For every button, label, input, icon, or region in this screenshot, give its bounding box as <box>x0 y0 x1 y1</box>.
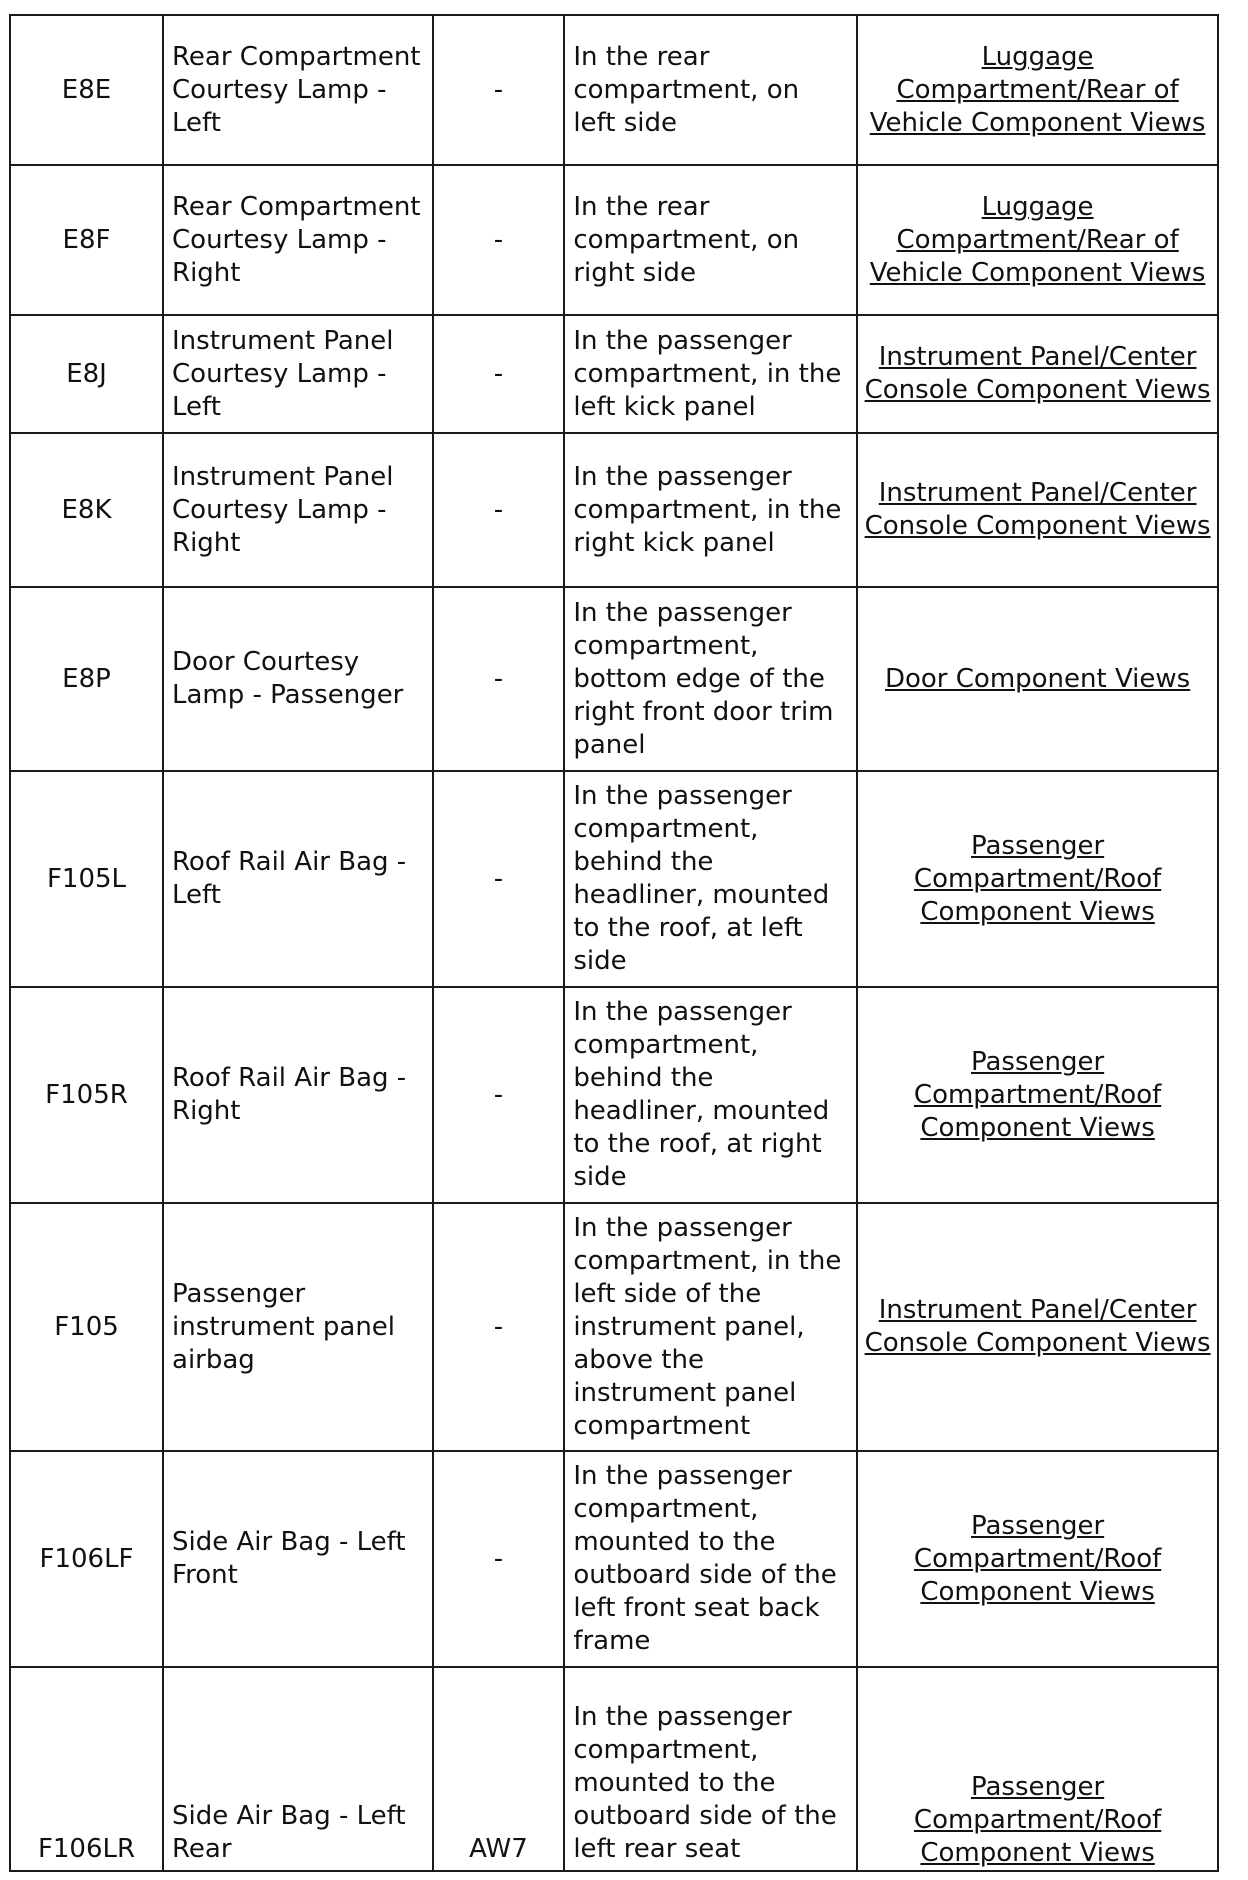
component-id: F105R <box>10 987 163 1203</box>
component-name: Side Air Bag - Left Front <box>163 1451 433 1667</box>
component-view-link[interactable]: Luggage Compartment/Rear of Vehicle Component Views <box>869 191 1206 288</box>
pin-value: AW7 <box>433 1667 565 1871</box>
component-view-link[interactable]: Luggage Compartment/Rear of Vehicle Component Views <box>869 41 1206 138</box>
component-id: E8J <box>10 315 163 433</box>
component-id: E8P <box>10 587 163 771</box>
pin-value: - <box>433 165 565 315</box>
view-link-cell <box>857 165 1218 315</box>
component-name: Roof Rail Air Bag - Left <box>163 771 433 987</box>
component-id: E8K <box>10 433 163 587</box>
pin-value: - <box>433 15 565 165</box>
table-row <box>10 165 1218 315</box>
component-name: Rear Compartment Courtesy Lamp - Right <box>163 165 433 315</box>
component-name: Door Courtesy Lamp - Passenger <box>163 587 433 771</box>
view-link-cell <box>857 315 1218 433</box>
component-name: Rear Compartment Courtesy Lamp - Left <box>163 15 433 165</box>
table-row <box>10 1451 1218 1667</box>
table-row <box>10 987 1218 1203</box>
component-id: F106LR <box>10 1667 163 1871</box>
component-name: Passenger instrument panel airbag <box>163 1203 433 1451</box>
pin-value: - <box>433 315 565 433</box>
pin-value: - <box>433 587 565 771</box>
view-link-cell <box>857 771 1218 987</box>
table-row <box>10 433 1218 587</box>
view-link-cell <box>857 15 1218 165</box>
pin-value: - <box>433 1203 565 1451</box>
component-id: E8E <box>10 15 163 165</box>
component-name: Instrument Panel Courtesy Lamp - Left <box>163 315 433 433</box>
component-view-link[interactable]: Instrument Panel/Center Console Component Views <box>864 342 1211 405</box>
component-view-link[interactable]: Passenger Compartment/Roof Component Views <box>913 1772 1162 1868</box>
location-text: In the passenger compartment, in the right kick panel <box>564 433 857 587</box>
location-text: In the passenger compartment, mounted to the outboard side of the left front seat back frame <box>564 1451 857 1667</box>
location-text: In the passenger compartment, in the left side of the instrument panel, above the instrument panel compartment <box>564 1203 857 1451</box>
view-link-cell <box>857 433 1218 587</box>
component-locator-table <box>9 14 1219 1872</box>
table-row <box>10 587 1218 771</box>
component-view-link[interactable]: Passenger Compartment/Roof Component Views <box>913 830 1162 927</box>
location-text: In the passenger compartment, bottom edge of the right front door trim panel <box>564 587 857 771</box>
component-id: F105 <box>10 1203 163 1451</box>
component-id: E8F <box>10 165 163 315</box>
table-row <box>10 1203 1218 1451</box>
component-name: Instrument Panel Courtesy Lamp - Right <box>163 433 433 587</box>
pin-value: - <box>433 987 565 1203</box>
view-link-cell <box>857 1203 1218 1451</box>
location-text: In the passenger compartment, behind the headliner, mounted to the roof, at right side <box>564 987 857 1203</box>
component-name: Roof Rail Air Bag - Right <box>163 987 433 1203</box>
view-link-cell <box>857 587 1218 771</box>
table-row <box>10 15 1218 165</box>
location-text: In the rear compartment, on left side <box>564 15 857 165</box>
table-row <box>10 1667 1218 1871</box>
view-link-cell <box>857 1667 1218 1871</box>
component-view-link[interactable]: Instrument Panel/Center Console Component Views <box>864 1295 1211 1358</box>
component-view-link[interactable]: Passenger Compartment/Roof Component Views <box>913 1046 1162 1143</box>
component-view-link[interactable]: Door Component Views <box>884 663 1191 694</box>
location-text: In the passenger compartment, behind the headliner, mounted to the roof, at left side <box>564 771 857 987</box>
location-text: In the passenger compartment, mounted to the outboard side of the left rear seat <box>564 1667 857 1871</box>
view-link-cell <box>857 1451 1218 1667</box>
component-view-link[interactable]: Passenger Compartment/Roof Component Views <box>913 1510 1162 1607</box>
pin-value: - <box>433 1451 565 1667</box>
component-view-link[interactable]: Instrument Panel/Center Console Component Views <box>864 478 1211 541</box>
pin-value: - <box>433 771 565 987</box>
component-id: F105L <box>10 771 163 987</box>
component-name: Side Air Bag - Left Rear <box>163 1667 433 1871</box>
pin-value: - <box>433 433 565 587</box>
view-link-cell <box>857 987 1218 1203</box>
table-row <box>10 771 1218 987</box>
table-row <box>10 315 1218 433</box>
component-id: F106LF <box>10 1451 163 1667</box>
location-text: In the passenger compartment, in the left kick panel <box>564 315 857 433</box>
location-text: In the rear compartment, on right side <box>564 165 857 315</box>
